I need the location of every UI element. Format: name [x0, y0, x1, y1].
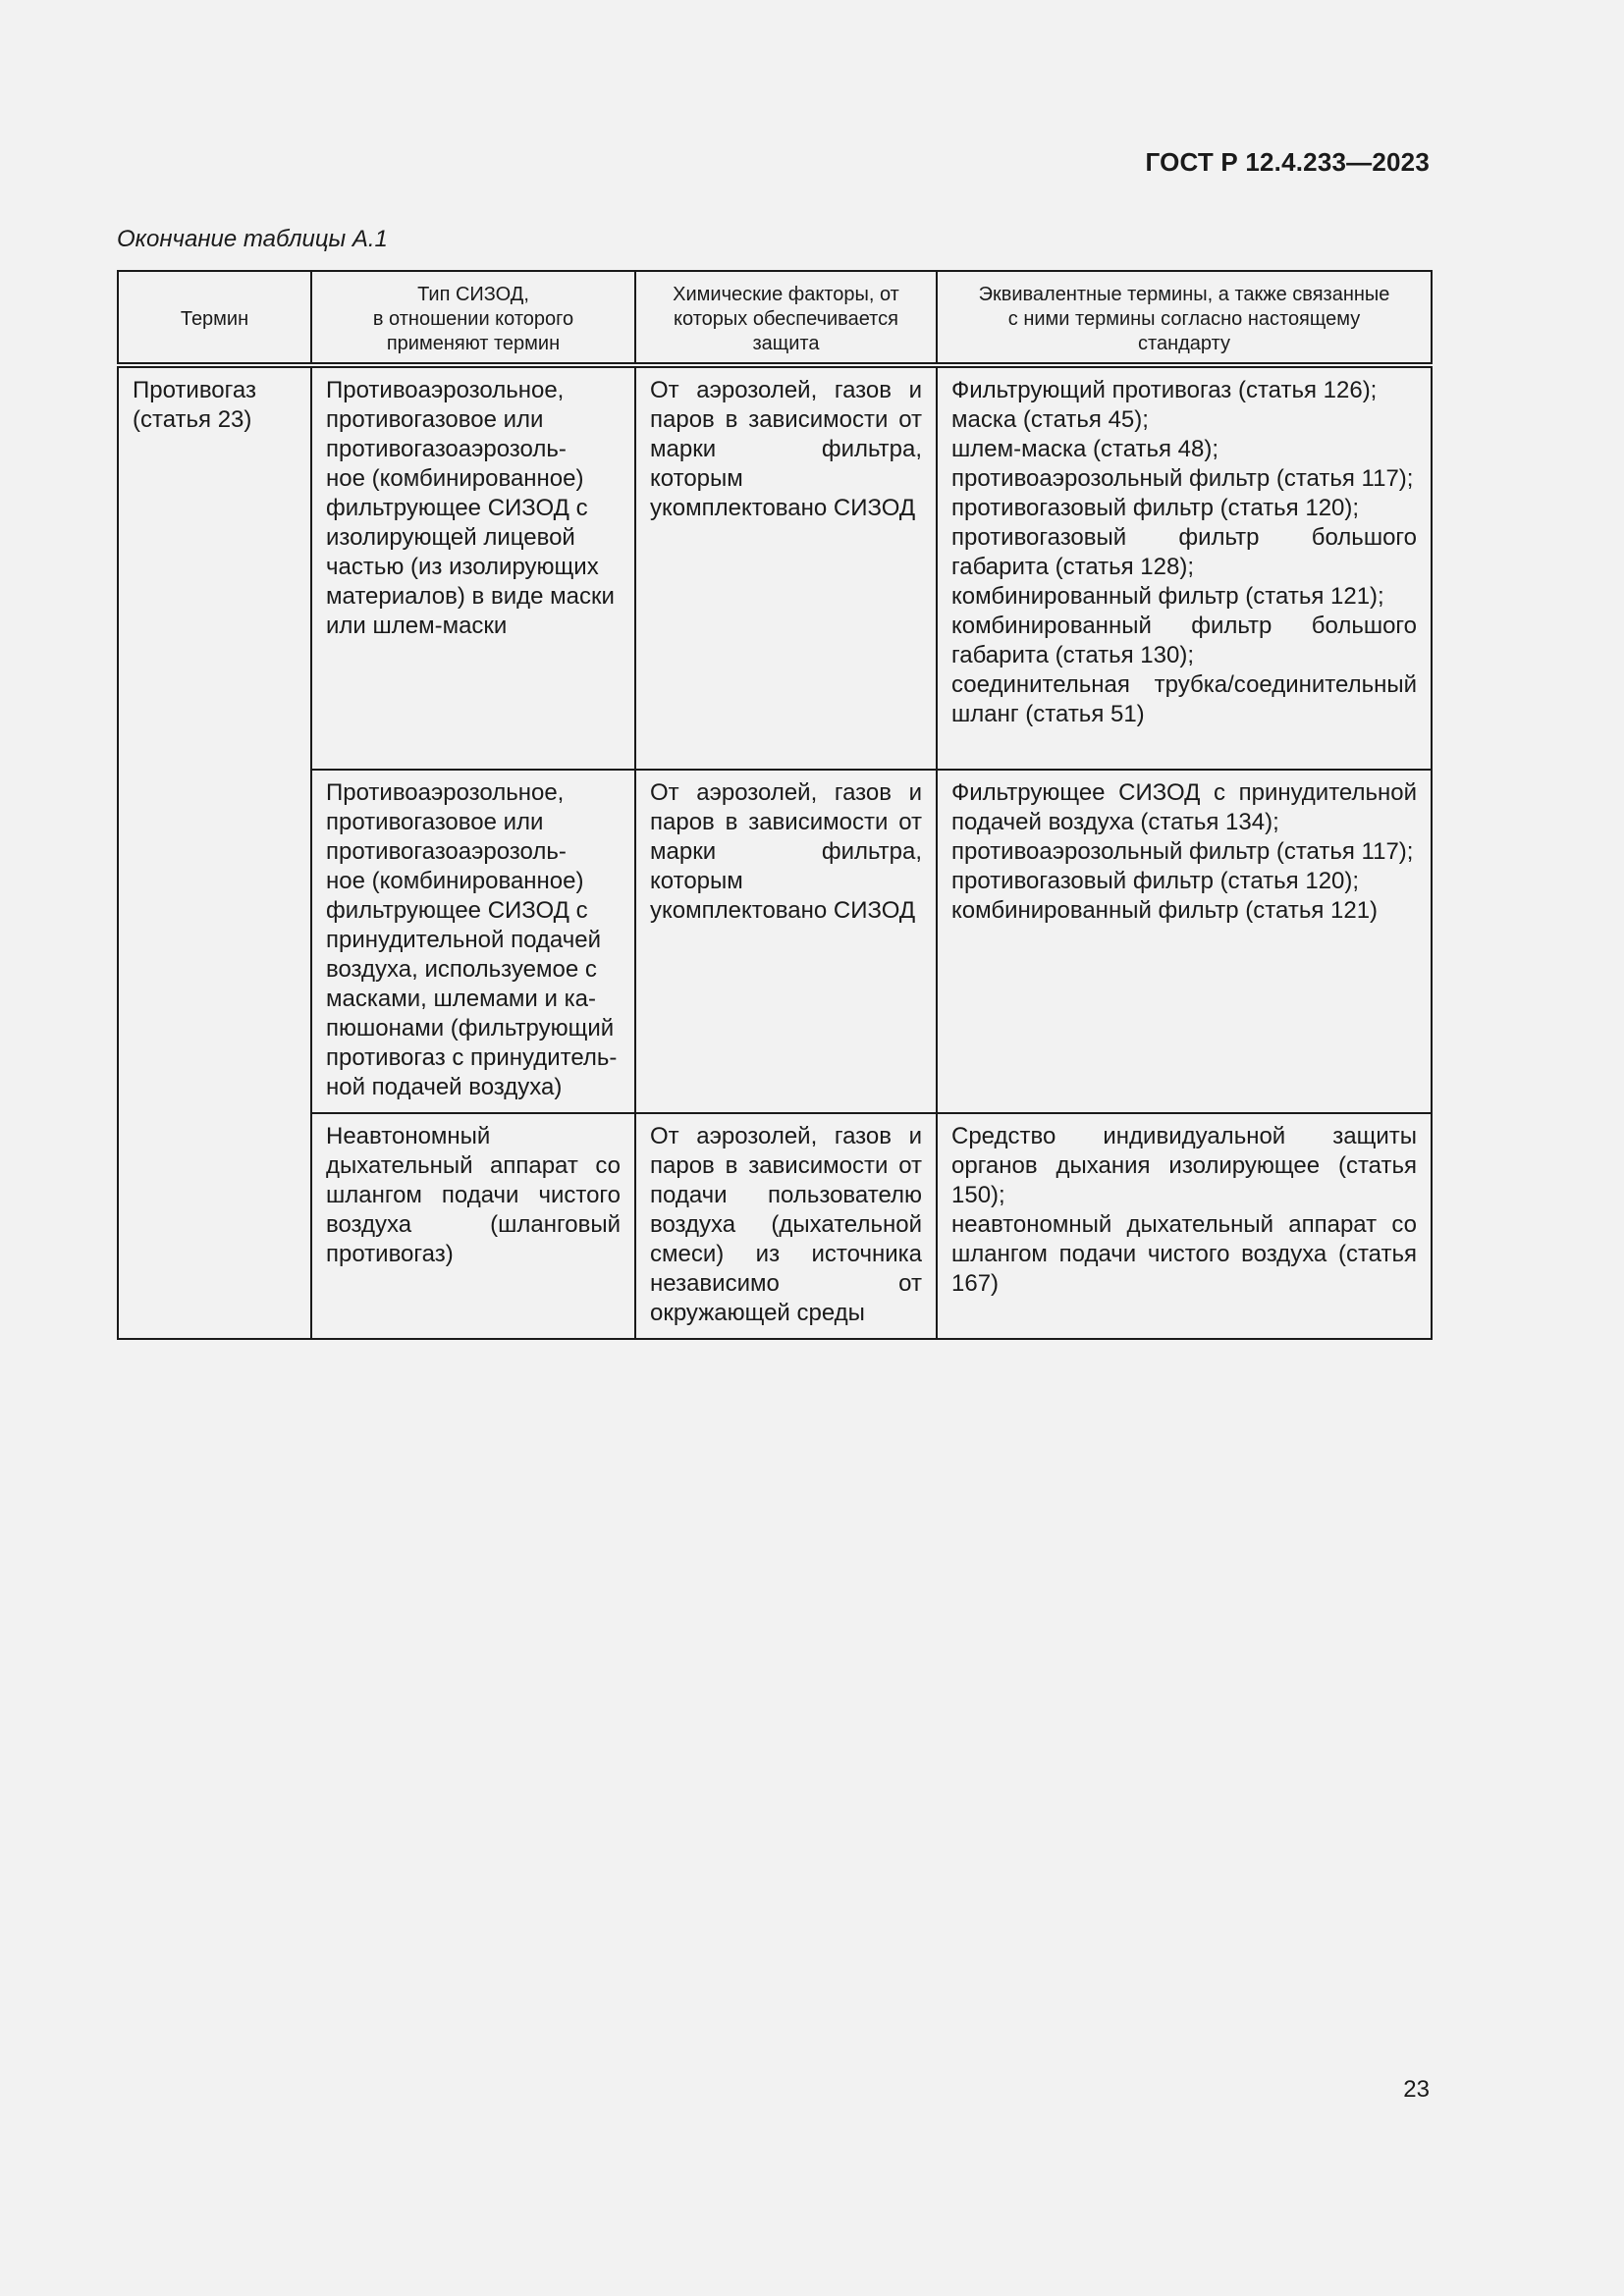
cell-line: Эквивалентные термины, а также связанные [978, 283, 1390, 305]
cell-line: масками, шлемами и ка- [326, 986, 596, 1012]
equivalent-term-item: неавтономный дыхательный аппарат со шлангом подачи чистого воздуха (статья 167) [951, 1211, 1417, 1297]
cell-line: в отношении которого [372, 307, 574, 330]
equivalent-term-item: Фильтрующее СИЗОД с принудительной подачей воздуха (статья 134); [951, 779, 1417, 835]
cell-line: противогазовое или [326, 406, 544, 433]
cell-line: Противоаэрозольное, [326, 779, 565, 806]
cell-line: Противоаэрозольное, [326, 377, 565, 403]
factors-cell: От аэрозолей, газов и паров в зависимости от марки фильтра, которым укомплектовано СИЗОД [635, 365, 937, 770]
cell-line: воздуха, используемое с [326, 956, 597, 983]
factors-cell: От аэрозолей, газов и паров в зависимости от марки фильтра, которым укомплектовано СИЗОД [635, 770, 937, 1113]
col-header-equivalents [937, 271, 1432, 365]
col-header-type [311, 271, 635, 365]
equivalent-term-item: Фильтрующий противогаз (статья 126); [951, 377, 1378, 403]
equivalent-term-item: комбинированный фильтр большого габарита (статья 130); [951, 613, 1417, 668]
equivalents-cell [937, 365, 1432, 770]
cell-line: частью (из изолирующих [326, 554, 599, 580]
equivalents-cell [937, 1113, 1432, 1339]
cell-line: изолирующей лицевой [326, 524, 575, 551]
type-cell [311, 770, 635, 1113]
document-standard-header: ГОСТ Р 12.4.233—2023 [1145, 147, 1430, 177]
cell-line: фильтрующее СИЗОД с [326, 897, 588, 924]
cell-line: которых обеспечивается [674, 307, 898, 330]
table-header-row [118, 271, 1432, 365]
terms-table [117, 270, 1433, 1340]
cell-line: материалов) в виде маски [326, 583, 615, 610]
cell-line: стандарту [1138, 332, 1230, 354]
factors-cell: От аэрозолей, газов и паров в зависимости от подачи пользователю воздуха (дыхательной смеси) из источника независимо от окружающей среды [635, 1113, 937, 1339]
cell-line: пюшонами (фильтрующий [326, 1015, 615, 1041]
equivalent-term-item: шлем-маска (статья 48); [951, 436, 1219, 462]
cell-line: ное (комбинированное) [326, 868, 584, 894]
col-header-factors [635, 271, 937, 365]
equivalent-term-item: противоаэрозольный фильтр (статья 117); [951, 838, 1414, 865]
equivalent-term-item: комбинированный фильтр (статья 121); [951, 583, 1384, 610]
term-cell [118, 365, 311, 1339]
equivalent-term-item: соединительная трубка/соединительный шланг (статья 51) [951, 671, 1417, 727]
equivalents-cell [937, 770, 1432, 1113]
equivalent-term-item: противоаэрозольный фильтр (статья 117); [951, 465, 1414, 492]
col-header-term: Термин [118, 271, 311, 365]
equivalent-term-item: Средство индивидуальной защиты органов дыхания изолирующее (статья 150); [951, 1123, 1417, 1208]
equivalent-term-item: противогазовый фильтр (статья 120); [951, 868, 1360, 894]
cell-line: фильтрующее СИЗОД с [326, 495, 588, 521]
cell-line: защита [752, 332, 820, 354]
equivalent-term-item: комбинированный фильтр (статья 121) [951, 897, 1379, 924]
equivalent-term-item: маска (статья 45); [951, 406, 1149, 433]
type-cell: Неавтономный дыхательный аппарат со шлангом подачи чистого воздуха (шланговый противогаз) [311, 1113, 635, 1339]
cell-line: противогаз с принудитель- [326, 1044, 618, 1071]
table-caption: Окончание таблицы А.1 [117, 226, 388, 252]
table-row [118, 770, 1432, 1113]
cell-line: с ними термины согласно настоящему [1007, 307, 1361, 330]
cell-line: Противогаз [133, 377, 256, 403]
cell-line: Тип СИЗОД, [417, 283, 529, 305]
cell-line: противогазоаэрозоль- [326, 436, 567, 462]
cell-line: принудительной подачей [326, 927, 601, 953]
table-row [118, 365, 1432, 770]
equivalent-term-item: противогазовый фильтр большого габарита (статья 128); [951, 524, 1417, 580]
cell-line: противогазовое или [326, 809, 544, 835]
table-row [118, 1113, 1432, 1339]
page-number: 23 [1403, 2076, 1430, 2103]
cell-line: противогазоаэрозоль- [326, 838, 567, 865]
cell-line: Химические факторы, от [673, 283, 899, 305]
cell-line: ное (комбинированное) [326, 465, 584, 492]
cell-line: применяют термин [386, 332, 561, 354]
cell-line: или шлем-маски [326, 613, 508, 639]
equivalent-term-item: противогазовый фильтр (статья 120); [951, 495, 1360, 521]
type-cell [311, 365, 635, 770]
cell-line: (статья 23) [133, 406, 252, 433]
cell-line: ной подачей воздуха) [326, 1074, 563, 1100]
